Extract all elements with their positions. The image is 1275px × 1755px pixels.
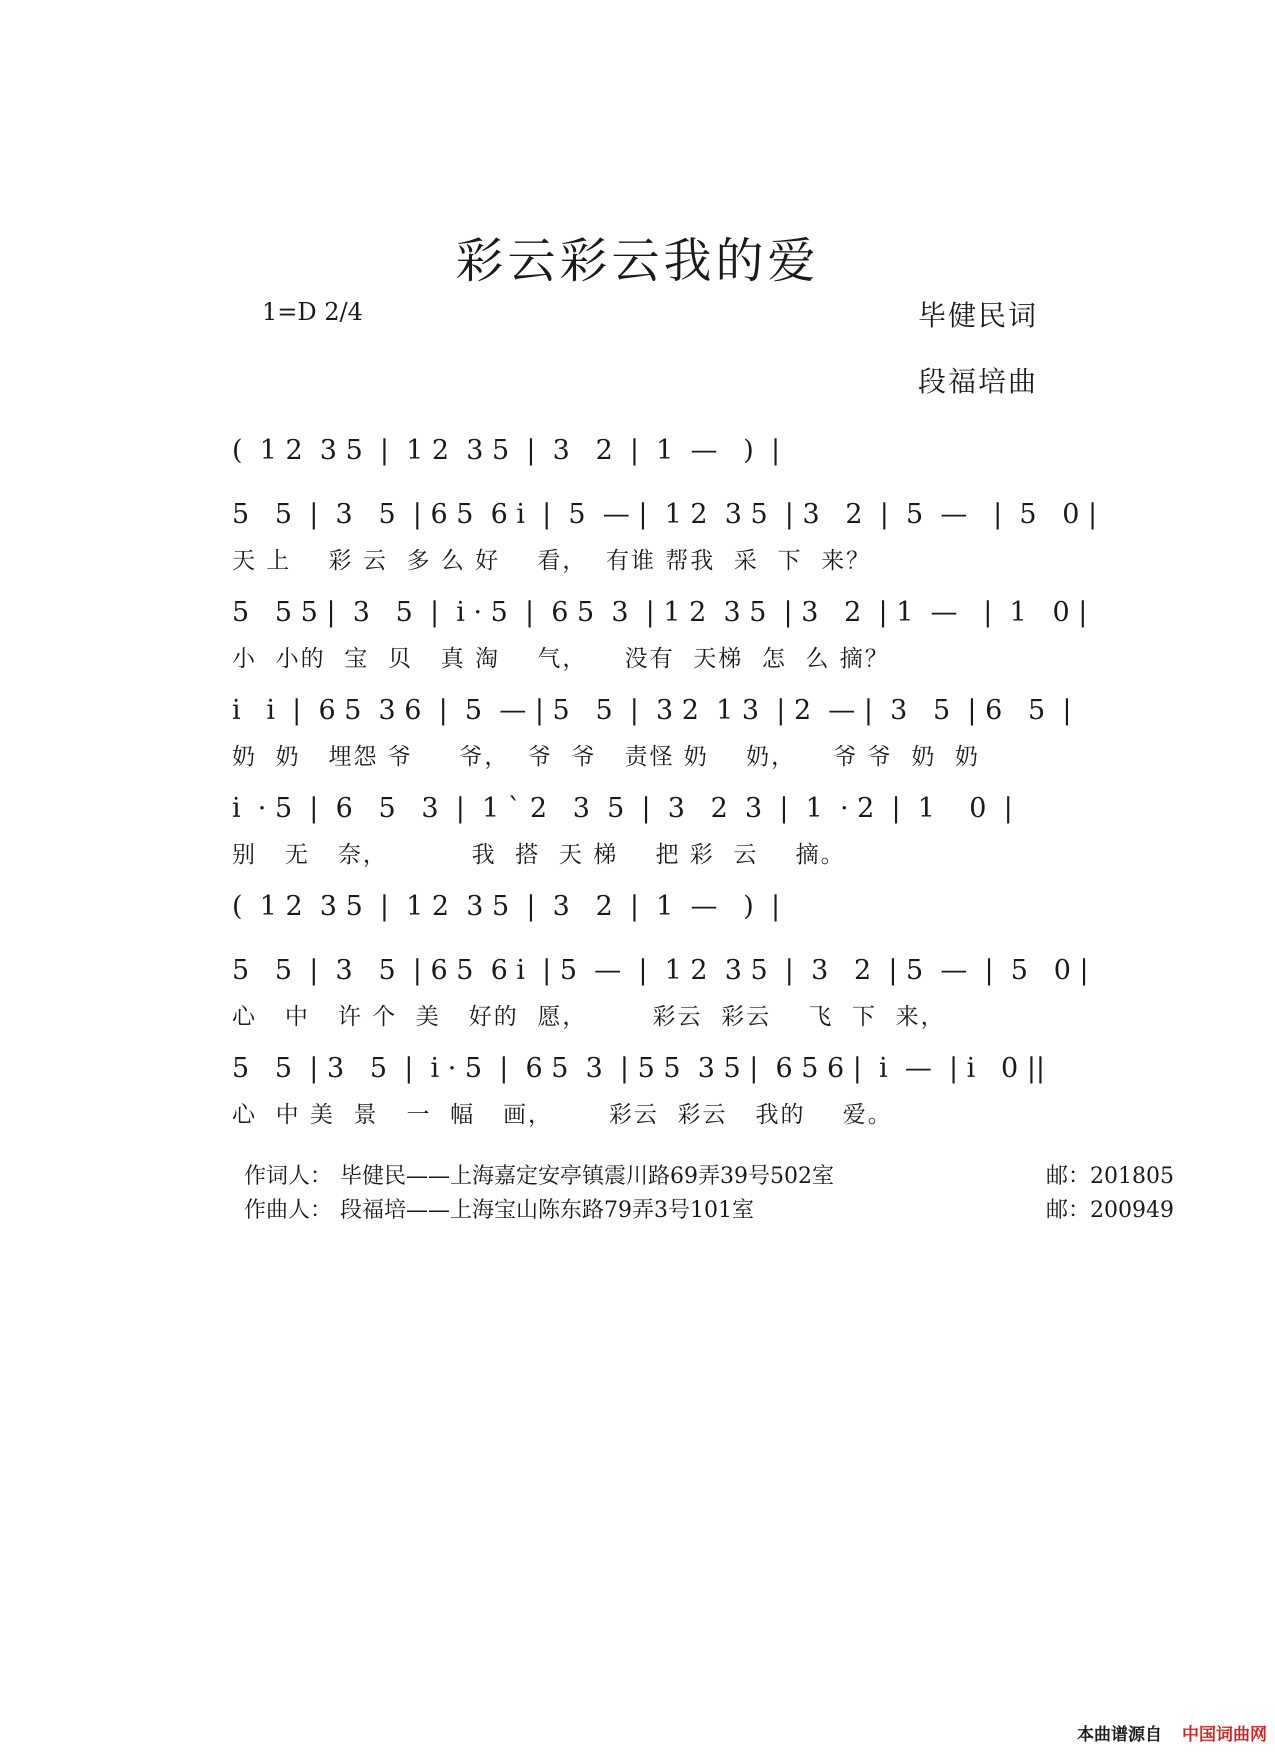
notation-line-5: 5 5 | 3 5 | 6 5 6 i | 5 — | 1 2 3 5 | 3 2 | 5 — | 5 0 | [232,955,1089,986]
lyrics-line-4: 别 无 奈， 我 搭 天 梯 把 彩 云 摘。 [232,842,846,868]
lyrics-line-2: 小 小的 宝 贝 真 淘 气， 没有 天梯 怎 么 摘？ [232,646,890,672]
lyricist-role: 作词人： [244,1164,333,1189]
lyrics-line-5: 心 中 许 个 美 好的 愿， 彩云 彩云 飞 下 来， [232,1004,946,1030]
contact-footer [244,1160,1174,1228]
notation-line-3: i i | 6 5 3 6 | 5 — | 5 5 | 3 2 1 3 | 2 — | 3 5 | 6 5 | [232,695,1072,726]
interlude-notation: ( 1 2 3 5 | 1 2 3 5 | 3 2 | 1 — ) | [232,891,781,922]
key-time-signature: 1=D 2/4 [262,298,363,326]
composer-contact [244,1194,1174,1228]
notation-line-6: 5 5 | 3 5 | i · 5 | 6 5 3 | 5 5 3 5 | 6 5 6 | i — | i 0 || [232,1053,1046,1084]
composer-role: 作曲人： [244,1198,333,1223]
lyricist-address: 毕健民——上海嘉定安亭镇震川路69弄39号502室 [340,1164,834,1189]
notation-line-1: 5 5 | 3 5 | 6 5 6 i | 5 — | 1 2 3 5 | 3 2 | 5 — | 5 0 | [232,499,1098,530]
song-title: 彩云彩云我的爱 [455,233,820,289]
notation-line-4: i · 5 | 6 5 3 | 1 ` 2 3 5 | 3 2 3 | 1 · 2 | 1 0 | [232,793,1013,824]
lyrics-line-6: 心 中 美 景 一 幅 画， 彩云 彩云 我的 爱。 [232,1102,893,1128]
intro-notation: ( 1 2 3 5 | 1 2 3 5 | 3 2 | 1 — ) | [232,435,781,466]
lyricist-zip: 邮：201805 [1046,1164,1174,1189]
source-label: 本曲谱源自 [1077,1725,1162,1745]
jianpu-score [232,425,1098,1141]
source-watermark [1077,1720,1267,1745]
lyrics-line-3: 奶 奶 埋怨 爷 爷， 爷 爷 责怪 奶 奶， 爷 爷 奶 奶 [232,744,980,770]
source-site-link[interactable]: 中国词曲网 [1182,1725,1267,1745]
notation-line-2: 5 5 5 | 3 5 | i · 5 | 6 5 3 | 1 2 3 5 | 3 2 | 1 — | 1 0 | [232,597,1088,628]
composer-address: 段福培——上海宝山陈东路79弄3号101室 [340,1198,754,1223]
composer-zip: 邮：200949 [1046,1198,1174,1223]
composer-credit: 段福培曲 [918,365,1039,398]
lyricist-credit: 毕健民词 [918,299,1039,332]
lyricist-contact [244,1160,1174,1194]
lyrics-line-1: 天 上 彩 云 多 么 好 看， 有谁 帮我 采 下 来？ [232,548,872,574]
